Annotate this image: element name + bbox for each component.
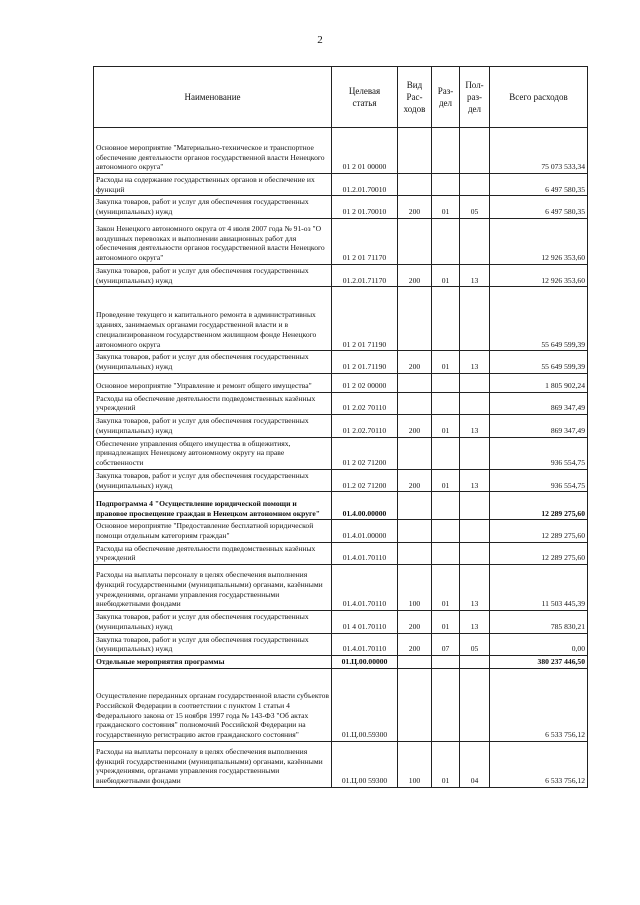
row-total: 12 926 353,60 (490, 218, 588, 264)
row-name: Закупка товаров, работ и услуг для обеспечения государственных (муниципальных) нужд (94, 611, 332, 633)
row-section (432, 655, 460, 668)
row-total: 55 649 599,39 (490, 351, 588, 373)
row-subsection (460, 668, 490, 741)
row-section (432, 128, 460, 174)
row-total: 11 503 445,39 (490, 565, 588, 611)
row-expense-type: 200 (398, 196, 432, 218)
row-expense-type: 200 (398, 611, 432, 633)
table-row (94, 373, 588, 392)
table-row (94, 264, 588, 286)
row-subsection (460, 218, 490, 264)
row-expense-type (398, 437, 432, 469)
row-section (432, 287, 460, 351)
row-target-code: 01.2 02 71200 (332, 469, 398, 491)
row-expense-type (398, 655, 432, 668)
row-name: Закупка товаров, работ и услуг для обеспечения государственных (муниципальных) нужд (94, 633, 332, 655)
row-total: 12 926 353,60 (490, 264, 588, 286)
row-total: 12 289 275,60 (490, 542, 588, 564)
row-subsection: 13 (460, 351, 490, 373)
row-name: Расходы на выплаты персоналу в целях обеспечения выполнения функций государственными (муниципальными) органами, казёнными учреждениями, органами управления государственными внебюджетными фондами (94, 565, 332, 611)
row-section: 01 (432, 469, 460, 491)
row-section (432, 520, 460, 542)
row-section: 01 (432, 351, 460, 373)
row-total: 12 289 275,60 (490, 492, 588, 520)
row-section: 01 (432, 565, 460, 611)
table-row (94, 437, 588, 469)
row-name: Закон Ненецкого автономного округа от 4 июля 2007 года № 91-оз "О воздушных перевозках и выполнении авиационных работ для обеспечения деятельности органов государственной власти Ненецкого автономного округа" (94, 218, 332, 264)
row-expense-type (398, 218, 432, 264)
row-total: 869 347,49 (490, 392, 588, 414)
row-expense-type (398, 174, 432, 196)
row-subsection (460, 392, 490, 414)
row-section (432, 373, 460, 392)
row-subsection (460, 373, 490, 392)
row-target-code: 01 2 02 71200 (332, 437, 398, 469)
row-subsection (460, 520, 490, 542)
row-total: 936 554,75 (490, 469, 588, 491)
row-expense-type (398, 492, 432, 520)
row-expense-type (398, 287, 432, 351)
row-section: 01 (432, 264, 460, 286)
table-row (94, 196, 588, 218)
row-expense-type (398, 392, 432, 414)
row-subsection: 04 (460, 741, 490, 787)
row-target-code: 01.2.01.70010 (332, 174, 398, 196)
row-total: 12 289 275,60 (490, 520, 588, 542)
row-target-code: 01.4.01.70110 (332, 542, 398, 564)
row-total: 936 554,75 (490, 437, 588, 469)
table-row (94, 633, 588, 655)
row-name: Закупка товаров, работ и услуг для обеспечения государственных (муниципальных) нужд (94, 415, 332, 437)
row-section: 07 (432, 633, 460, 655)
row-target-code: 01.4.00.00000 (332, 492, 398, 520)
row-name: Расходы на обеспечение деятельности подведомственных казённых учреждений (94, 542, 332, 564)
row-expense-type: 100 (398, 565, 432, 611)
row-expense-type: 200 (398, 264, 432, 286)
row-target-code: 01 2 01 00000 (332, 128, 398, 174)
row-total: 785 830,21 (490, 611, 588, 633)
table-row (94, 542, 588, 564)
row-subsection (460, 287, 490, 351)
row-name: Основное мероприятие "Управление и ремонт общего имущества" (94, 373, 332, 392)
row-expense-type (398, 128, 432, 174)
row-target-code: 01.4.01.70110 (332, 633, 398, 655)
row-target-code: 01 2.02 70110 (332, 392, 398, 414)
row-section (432, 668, 460, 741)
table-row (94, 128, 588, 174)
row-subsection: 13 (460, 611, 490, 633)
row-name: Закупка товаров, работ и услуг для обеспечения государственных (муниципальных) нужд (94, 196, 332, 218)
row-subsection (460, 128, 490, 174)
row-section (432, 542, 460, 564)
row-subsection: 05 (460, 196, 490, 218)
row-target-code: 01 2 01 71170 (332, 218, 398, 264)
row-subsection: 13 (460, 264, 490, 286)
header-total: Всего расходов (490, 67, 588, 128)
row-subsection (460, 492, 490, 520)
row-section: 01 (432, 741, 460, 787)
table-row (94, 611, 588, 633)
table-row (94, 415, 588, 437)
row-target-code: 01 2 02 00000 (332, 373, 398, 392)
row-section (432, 174, 460, 196)
row-expense-type: 200 (398, 633, 432, 655)
row-total: 6 497 580,35 (490, 174, 588, 196)
row-name: Расходы на обеспечение деятельности подведомственных казённых учреждений (94, 392, 332, 414)
expenditure-table (93, 66, 588, 788)
row-target-code: 01.Ц.00.59300 (332, 668, 398, 741)
row-name: Расходы на выплаты персоналу в целях обеспечения выполнения функций государственными (муниципальными) органами, казёнными учреждениями, органами управления государственными внебюджетными фондами (94, 741, 332, 787)
row-name: Обеспечение управления общего имущества в общежитиях, принадлежащих Ненецкому автономному округу на праве собственности (94, 437, 332, 469)
row-subsection: 05 (460, 633, 490, 655)
page-number: 2 (317, 34, 323, 46)
row-total: 1 805 902,24 (490, 373, 588, 392)
row-target-code: 01 2.02.70110 (332, 415, 398, 437)
row-section (432, 218, 460, 264)
table-row (94, 668, 588, 741)
header-expense-type: Вид Рас- ходов (398, 67, 432, 128)
row-target-code: 01.4.01.00000 (332, 520, 398, 542)
row-total: 0,00 (490, 633, 588, 655)
row-name: Основное мероприятие "Материально-техническое и транспортное обеспечение деятельности органов государственной власти Ненецкого автономного округа" (94, 128, 332, 174)
row-subsection (460, 437, 490, 469)
row-total: 55 649 599,39 (490, 287, 588, 351)
row-name: Осуществление переданных органам государственной власти субъектов Российской Федерации в соответствии с пунктом 1 статьи 4 Федерального закона от 15 ноября 1997 года № 143-ФЗ "Об актах гражданского состояния" полномочий Российской Федерации на государственную регистрацию актов гражданского состояния" (94, 668, 332, 741)
row-section (432, 492, 460, 520)
row-total: 380 237 446,50 (490, 655, 588, 668)
row-target-code: 01 2 01.70010 (332, 196, 398, 218)
row-subsection: 13 (460, 469, 490, 491)
row-section (432, 392, 460, 414)
row-name: Закупка товаров, работ и услуг для обеспечения государственных (муниципальных) нужд (94, 264, 332, 286)
row-expense-type: 100 (398, 741, 432, 787)
row-target-code: 01 2 01.71190 (332, 351, 398, 373)
row-expense-type: 200 (398, 415, 432, 437)
row-name: Закупка товаров, работ и услуг для обеспечения государственных (муниципальных) нужд (94, 351, 332, 373)
table-row (94, 520, 588, 542)
row-name: Закупка товаров, работ и услуг для обеспечения государственных (муниципальных) нужд (94, 469, 332, 491)
row-section: 01 (432, 611, 460, 633)
table-row (94, 174, 588, 196)
row-expense-type (398, 373, 432, 392)
row-subsection (460, 655, 490, 668)
table-row (94, 469, 588, 491)
row-section (432, 437, 460, 469)
row-expense-type (398, 542, 432, 564)
table-row (94, 218, 588, 264)
table-row (94, 392, 588, 414)
table-header-row (94, 67, 588, 128)
row-target-code: 01.Ц.00.00000 (332, 655, 398, 668)
row-subsection: 13 (460, 565, 490, 611)
row-name: Расходы на содержание государственных органов и обеспечение их функций (94, 174, 332, 196)
row-name: Проведение текущего и капитального ремонта в административных зданиях, занимаемых органами государственной власти и в специализированном государственном жилищном фонде Ненецкого автономного округа (94, 287, 332, 351)
row-target-code: 01.Ц.00 59300 (332, 741, 398, 787)
table-row (94, 741, 588, 787)
row-total: 6 533 756,12 (490, 668, 588, 741)
row-name: Подпрограмма 4 "Осуществление юридической помощи и правовое просвещение граждан в Ненецком автономном округе" (94, 492, 332, 520)
row-expense-type (398, 668, 432, 741)
header-section: Раз- дел (432, 67, 460, 128)
table-row (94, 351, 588, 373)
row-total: 6 497 580,35 (490, 196, 588, 218)
header-subsection: Пол- раз- дел (460, 67, 490, 128)
row-expense-type: 200 (398, 351, 432, 373)
row-target-code: 01.4.01.70110 (332, 565, 398, 611)
row-expense-type (398, 520, 432, 542)
row-name: Основное мероприятие "Предоставление бесплатной юридической помощи отдельным категориям граждан" (94, 520, 332, 542)
row-target-code: 01.2.01.71170 (332, 264, 398, 286)
row-subsection: 13 (460, 415, 490, 437)
table-row (94, 655, 588, 668)
header-name: Наименование (94, 67, 332, 128)
row-total: 6 533 756,12 (490, 741, 588, 787)
row-expense-type: 200 (398, 469, 432, 491)
row-section: 01 (432, 196, 460, 218)
header-target-article: Целевая статья (332, 67, 398, 128)
row-subsection (460, 542, 490, 564)
table-row (94, 565, 588, 611)
row-name: Отдельные мероприятия программы (94, 655, 332, 668)
row-target-code: 01 4 01.70110 (332, 611, 398, 633)
row-section: 01 (432, 415, 460, 437)
row-total: 869 347,49 (490, 415, 588, 437)
row-total: 75 073 533,34 (490, 128, 588, 174)
row-subsection (460, 174, 490, 196)
row-target-code: 01 2 01 71190 (332, 287, 398, 351)
table-row (94, 287, 588, 351)
table-row (94, 492, 588, 520)
